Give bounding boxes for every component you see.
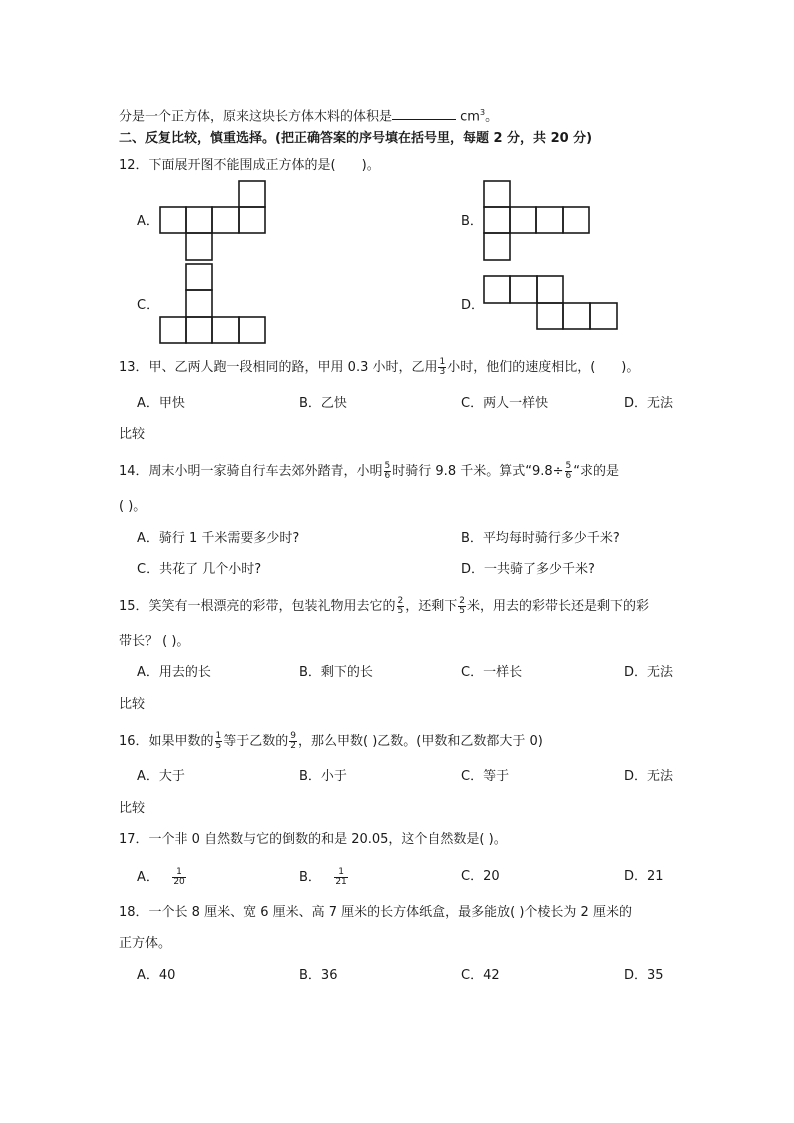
- question-13-stem: [119, 358, 639, 377]
- q18-option-d[interactable]: D．35: [624, 968, 664, 983]
- intro-line: [119, 104, 498, 126]
- fraction-denominator: 5: [215, 741, 222, 751]
- q13-stem-a: 13．甲、乙两人跑一段相同的路，甲用 0.3 小时，乙用: [119, 360, 438, 375]
- q17-option-a[interactable]: [137, 868, 187, 887]
- q14-fraction-1: [384, 462, 392, 481]
- q16-option-d-wrap: 比较: [119, 801, 146, 816]
- q13-option-a[interactable]: A．甲快: [137, 396, 185, 411]
- q12-stem-text: 12．下面展开图不能围成正方体的是(: [119, 158, 336, 173]
- q15-option-b[interactable]: B．剩下的长: [299, 665, 373, 680]
- q13-option-b[interactable]: B．乙快: [299, 396, 347, 411]
- q18-option-a[interactable]: A．40: [137, 968, 176, 983]
- q16-stem-b: 等于乙数的: [223, 734, 289, 749]
- q16-option-b[interactable]: B．小于: [299, 769, 347, 784]
- q14-stem-b: 时骑行 9.8 千米。算式“9.8÷: [392, 464, 564, 479]
- q12-stem-end: )。: [361, 158, 380, 173]
- question-12-stem: [119, 157, 380, 175]
- question-15-stem: [119, 597, 649, 616]
- q14-stem-c: “求的是: [573, 464, 620, 479]
- section-heading: 二、反复比较，慎重选择。(把正确答案的序号填在括号里，每题 2 分，共 20 分): [119, 131, 593, 146]
- q16-option-d[interactable]: D．无法: [624, 769, 674, 784]
- q14-option-d[interactable]: D．一共骑了多少千米?: [461, 562, 595, 577]
- q13-option-d[interactable]: D．无法: [624, 396, 674, 411]
- fraction-denominator: 21: [335, 877, 347, 887]
- q15-stem-c: 米，用去的彩带长还是剩下的彩: [467, 599, 650, 614]
- q12-net-c: [159, 263, 267, 345]
- q18-option-b[interactable]: B．36: [299, 968, 338, 983]
- q17-option-a-fraction: [172, 868, 185, 887]
- fraction-denominator: 5: [397, 606, 404, 616]
- q12-label-a: A．: [137, 214, 159, 229]
- fraction-numerator: 2: [397, 596, 404, 606]
- fraction-denominator: 6: [384, 471, 391, 481]
- fraction-numerator: 9: [290, 731, 297, 741]
- unit-superscript: 3: [479, 108, 486, 117]
- q14-option-c[interactable]: C．共花了 几个小时?: [137, 562, 262, 577]
- q16-option-c[interactable]: C．等于: [461, 769, 510, 784]
- q13-option-c[interactable]: C．两人一样快: [461, 396, 549, 411]
- fraction-denominator: 6: [565, 471, 572, 481]
- q15-option-d[interactable]: D．无法: [624, 665, 674, 680]
- q12-net-d: [483, 275, 619, 331]
- q17-option-b[interactable]: [299, 868, 349, 887]
- fraction-numerator: 1: [334, 868, 347, 878]
- fraction-denominator: 2: [290, 741, 297, 751]
- q16-option-a[interactable]: A．大于: [137, 769, 185, 784]
- q16-stem-a: 16．如果甲数的: [119, 734, 214, 749]
- fraction-denominator: 20: [173, 877, 185, 887]
- question-18-stem: 18．一个长 8 厘米、宽 6 厘米、高 7 厘米的长方体纸盒，最多能放( )个棱长为 2 厘米的: [119, 905, 632, 920]
- q12-label-b: B．: [461, 214, 483, 229]
- answer-blank[interactable]: [392, 107, 456, 120]
- q14-option-b[interactable]: B．平均每时骑行多少千米?: [461, 531, 620, 546]
- q14-fraction-2: [565, 462, 573, 481]
- fraction-numerator: 1: [172, 868, 185, 878]
- q15-stem-a: 15．笑笑有一根漂亮的彩带，包装礼物用去它的: [119, 599, 396, 614]
- q14-stem-a: 14．周末小明一家骑自行车去郊外踏青，小明: [119, 464, 383, 479]
- fraction-numerator: 2: [459, 596, 466, 606]
- q14-option-a[interactable]: A．骑行 1 千米需要多少时?: [137, 531, 300, 546]
- q13-stem-b: 小时，他们的速度相比，(: [447, 360, 596, 375]
- question-17-stem: 17．一个非 0 自然数与它的倒数的和是 20.05，这个自然数是( )。: [119, 832, 507, 847]
- fraction-numerator: 1: [439, 357, 446, 367]
- q12-net-b: [483, 180, 591, 262]
- q12-label-d: D．: [461, 298, 485, 313]
- q15-option-c[interactable]: C．一样长: [461, 665, 523, 680]
- intro-suffix: 。: [485, 109, 499, 125]
- q17-option-a-label: A．: [137, 870, 159, 885]
- fraction-denominator: 3: [439, 367, 446, 377]
- intro-text: 分是一个正方体，原来这块长方体木料的体积是: [119, 109, 393, 125]
- q15-option-d-wrap: 比较: [119, 697, 146, 712]
- fraction-numerator: 5: [384, 461, 391, 471]
- q16-fraction-1: [215, 732, 223, 751]
- question-14-stem: [119, 462, 619, 481]
- q15-fraction-1: [397, 597, 405, 616]
- fraction-denominator: 5: [459, 606, 466, 616]
- q15-stem-b: ，还剩下: [405, 599, 458, 614]
- q17-option-c[interactable]: C．20: [461, 869, 500, 884]
- q15-fraction-2: [458, 597, 466, 616]
- q16-stem-c: ，那么甲数( )乙数。(甲数和乙数都大于 0): [298, 734, 543, 749]
- q17-option-b-label: B．: [299, 870, 321, 885]
- q13-fraction: [438, 358, 446, 377]
- q18-option-c[interactable]: C．42: [461, 968, 500, 983]
- q13-option-d-wrap: 比较: [119, 427, 146, 442]
- fraction-numerator: 5: [565, 461, 572, 471]
- q16-fraction-2: [289, 732, 297, 751]
- fraction-numerator: 1: [215, 731, 222, 741]
- q17-option-d[interactable]: D．21: [624, 869, 664, 884]
- q15-line-2: 带长？ ( )。: [119, 634, 190, 649]
- q13-stem-end: )。: [621, 360, 640, 375]
- question-16-stem: [119, 732, 543, 751]
- q14-line-2: ( )。: [119, 499, 147, 514]
- q18-line-2: 正方体。: [119, 936, 172, 951]
- unit-text: cm: [460, 109, 480, 125]
- q12-label-c: C．: [137, 298, 160, 313]
- q12-net-a: [159, 180, 267, 262]
- q15-option-a[interactable]: A．用去的长: [137, 665, 211, 680]
- q17-option-b-fraction: [334, 868, 347, 887]
